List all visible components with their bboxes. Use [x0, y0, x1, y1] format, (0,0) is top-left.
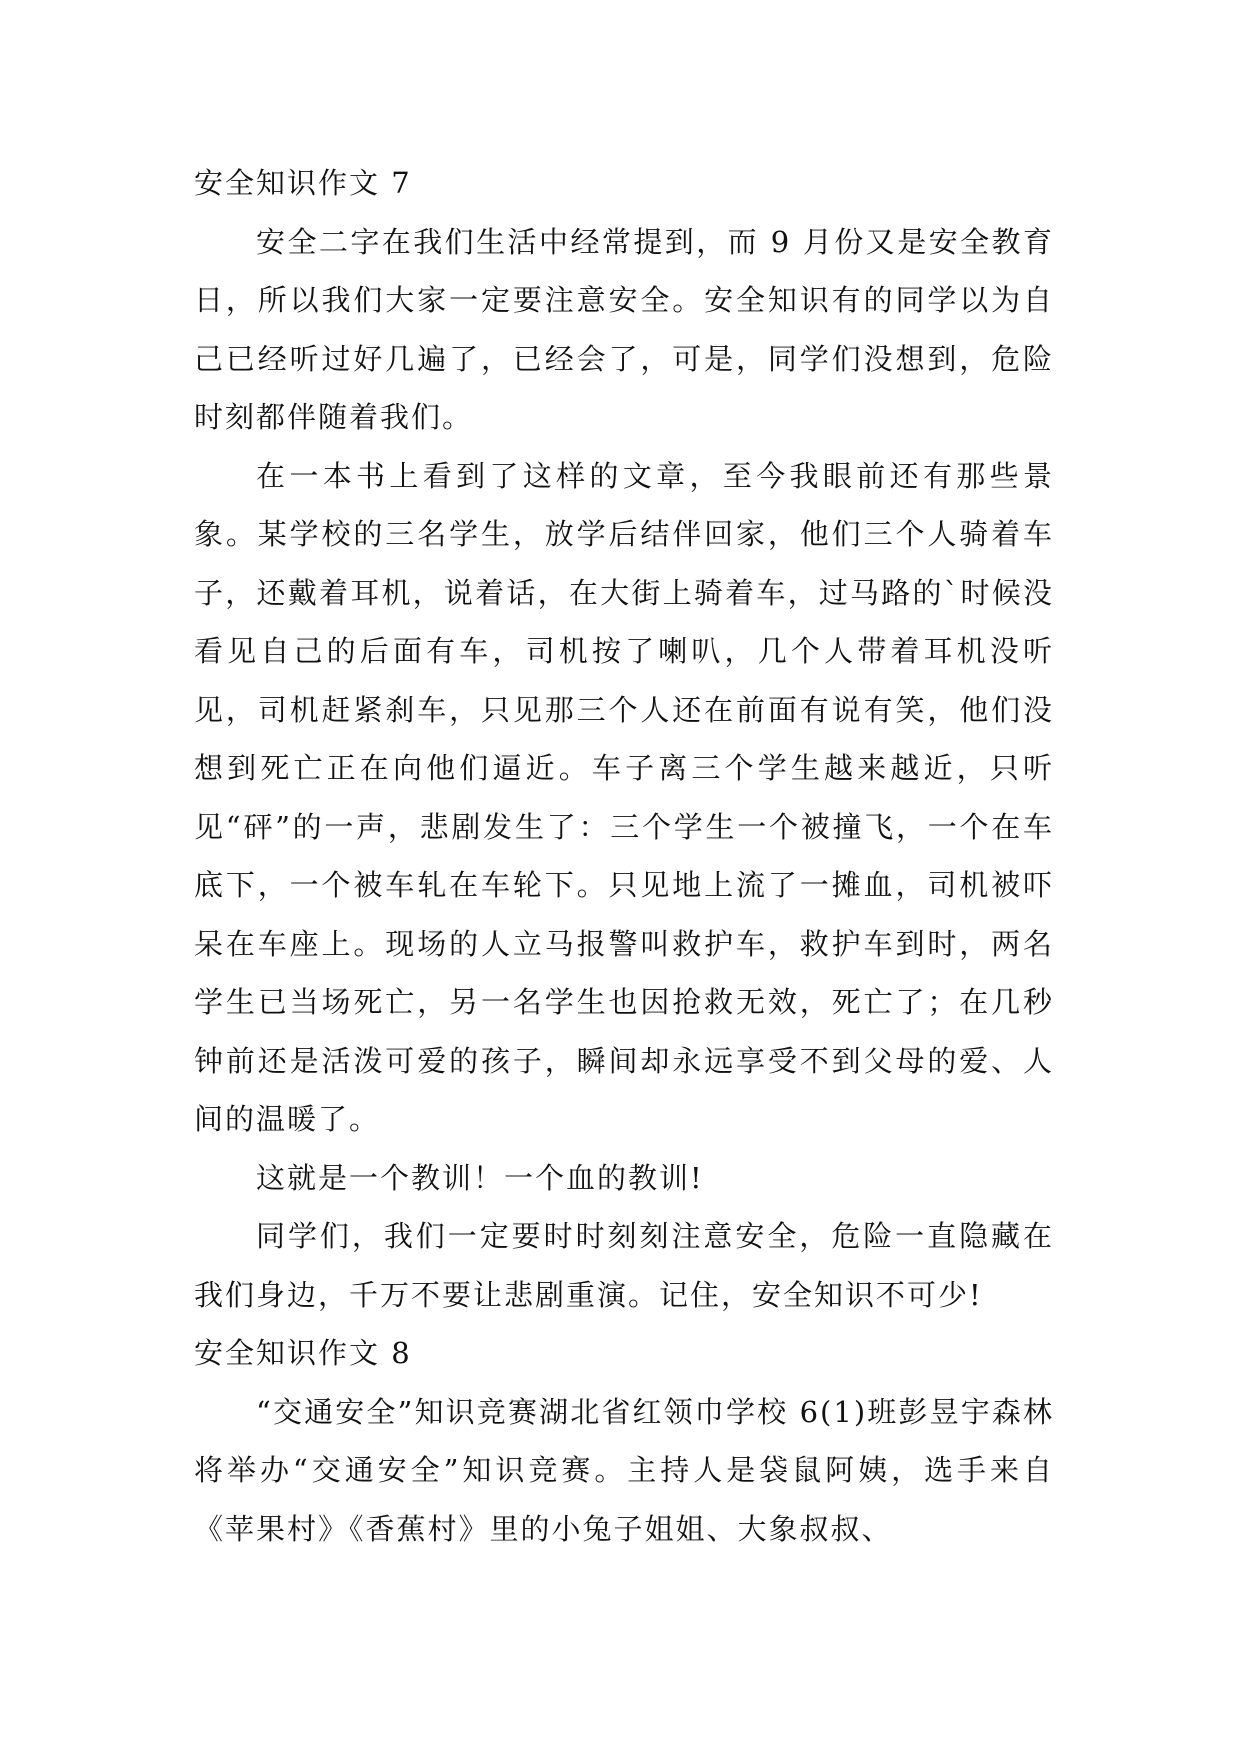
paragraph: 同学们，我们一定要时时刻刻注意安全，危险一直隐藏在我们身边，千万不要让悲剧重演。记住，安全知识不可少! — [194, 1219, 1054, 1312]
paragraph: 在一本书上看到了这样的文章，至今我眼前还有那些景象。某学校的三名学生，放学后结伴回家，他们三个人骑着车子，还戴着耳机，说着话，在大街上骑着车，过马路的`时候没看见自己的后面有车，司机按了喇叭，几个人带着耳机没听见，司机赶紧刹车，只见那三个人还在前面有说有笑，他们没想到死亡正在向他们逼近。车子离三个学生越来越近，只听见“砰”的一声，悲剧发生了：三个学生一个被撞飞，一个在车底下，一个被车轧在车轮下。只见地上流了一摊血，司机被吓呆在车座上。现场的人立马报警叫救护车，救护车到时，两名学生已当场死亡，另一名学生也因抢救无效，死亡了；在几秒钟前还是活泼可爱的孩子，瞬间却永远享受不到父母的爱、人间的温暖了。 — [194, 458, 1054, 1136]
section-title-8: 安全知识作文 8 — [194, 1336, 412, 1370]
paragraph: 这就是一个教训！一个血的教训! — [256, 1160, 704, 1195]
document-body — [194, 154, 1054, 1558]
paragraph: “交通安全”知识竞赛湖北省红领巾学校 6(1)班彭昱宇森林将举办“交通安全”知识竞赛。主持人是袋鼠阿姨，选手来自《苹果村》《香蕉村》里的小兔子姐姐、大象叔叔、 — [194, 1394, 1054, 1546]
section-title-7: 安全知识作文 7 — [194, 166, 412, 200]
paragraph: 安全二字在我们生活中经常提到，而 9 月份又是安全教育日，所以我们大家一定要注意安全。安全知识有的同学以为自己已经听过好几遍了，已经会了，可是，同学们没想到，危险时刻都伴随着我们。 — [194, 224, 1054, 434]
